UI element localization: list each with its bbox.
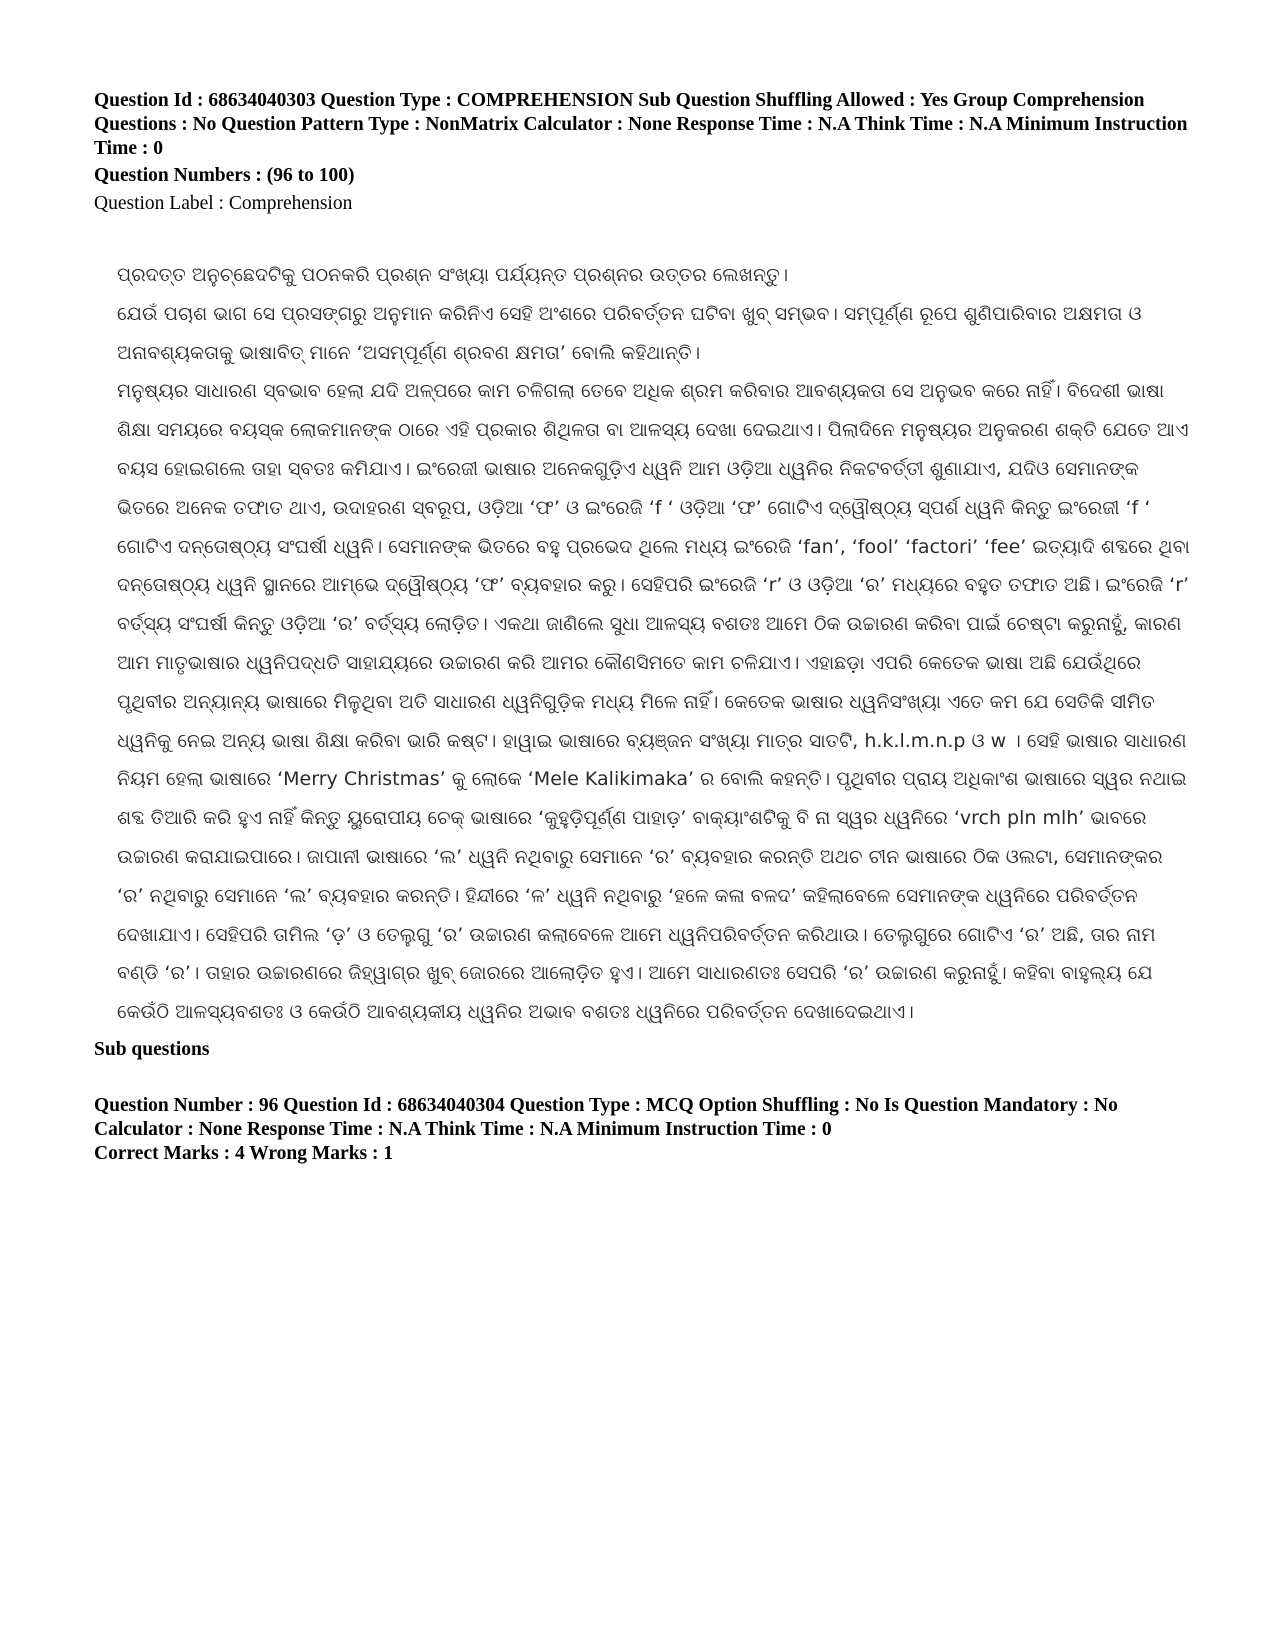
passage-paragraph: ଯେଉଁ ପଚାଶ ଭାଗ ସେ ପ୍ରସଙ୍ଗରୁ ଅନୁମାନ କରିନିଏ ସେହି ଅଂଶରେ ପରିବର୍ତ୍ତନ ଘଟିବା ଖୁବ୍ ସମ୍ଭବ। ସମ୍ପୂର୍ଣ୍ଣ ରୂପେ ଶୁଣିପାରିବାର ଅକ୍ଷମତା ଓ ଅନାବଶ୍ୟକତାକୁ ଭାଷାବିତ୍ ମାନେ ‘ଅସମ୍ପୂର୍ଣ୍ଣ ଶ୍ରବଣ କ୍ଷମତା’ ବୋଲି କହିଥାନ୍ତି। <box>117 302 1142 364</box>
question-meta: Question Id : 68634040303 Question Type : COMPREHENSION Sub Question Shuffling Allowed : Yes Group Comprehension Questions : No Question Pattern Type : NonMatrix Calculator : None Response Time : N.A Think Time : N.A Minimum Instruction Time : 0 <box>94 90 1188 159</box>
comprehension-passage <box>117 256 1192 1032</box>
sub-question-marks: Correct Marks : 4 Wrong Marks : 1 <box>94 1143 394 1164</box>
sub-question-meta: Question Number : 96 Question Id : 68634040304 Question Type : MCQ Option Shuffling : No Is Question Mandatory : No Calculator : None Response Time : N.A Think Time : N.A Minimum Instruction Time : 0 <box>94 1095 1118 1140</box>
passage-instruction: ପ୍ରଦତ୍ତ ଅନୁଚ୍ଛେଦଟିକୁ ପଠନକରି ପ୍ରଶ୍ନ ସଂଖ୍ୟା ପର୍ଯ୍ୟନ୍ତ ପ୍ରଶ୍ନର ଉତ୍ତର ଲେଖନ୍ତୁ। <box>117 264 789 286</box>
passage-paragraph: ମନୁଷ୍ୟର ସାଧାରଣ ସ୍ବଭାବ ହେଲା ଯଦି ଅଳ୍ପରେ କାମ ଚଳିଗଲା ତେବେ ଅଧିକ ଶ୍ରମ କରିବାର ଆବଶ୍ୟକତା ସେ ଅନୁଭବ କରେ ନାହିଁ। ବିଦେଶୀ ଭାଷା ଶିକ୍ଷା ସମୟରେ ବୟସ୍କ ଲୋକମାନଙ୍କ ଠାରେ ଏହି ପ୍ରକାର ଶିଥିଳତା ବା ଆଳସ୍ୟ ଦେଖା ଦେଇଥାଏ। ପିଲାଦିନେ ମନୁଷ୍ୟର ଅନୁକରଣ ଶକ୍ତି ଯେତେ ଆଏ ବୟସ ହୋଇଗଲେ ତାହା ସ୍ବତଃ କମିଯାଏ। ଇଂରେଜୀ ଭାଷାର ଅନେକଗୁଡ଼ିଏ ଧ୍ୱନି ଆମ ଓଡ଼ିଆ ଧ୍ୱନିର ନିକଟବର୍ତ୍ତୀ ଶୁଣାଯାଏ, ଯଦିଓ ସେମାନଙ୍କ ଭିତରେ ଅନେକ ତଫାତ ଥାଏ, ଉଦାହରଣ ସ୍ବରୂପ, ଓଡ଼ିଆ ‘ଫ’ ଓ ଇଂରେଜି ‘f ‘ ଓଡ଼ିଆ ‘ଫ’ ଗୋଟିଏ ଦ୍ୱୌଷ୍ଠ୍ୟ ସ୍ପର୍ଶ ଧ୍ୱନି କିନ୍ତୁ ଇଂରେଜୀ ‘f ‘ ଗୋଟିଏ ଦନ୍ତୋଷ୍ଠ୍ୟ ସଂଘର୍ଷୀ ଧ୍ୱନି। ସେମାନଙ୍କ ଭିତରେ ବହୁ ପ୍ରଭେଦ ଥିଲେ ମଧ୍ୟ ଇଂରେଜି ‘fan’, ‘fool’ ‘factori’ ‘fee’ ଇତ୍ୟାଦି ଶବ୍ଦରେ ଥିବା ଦନ୍ତୋଷ୍ଠ୍ୟ ଧ୍ୱନି ସ୍ଥାନରେ ଆମ୍ଭେ ଦ୍ୱୌଷ୍ଠ୍ୟ ‘ଫ’ ବ୍ୟବହାର କରୁ। ସେହିପରି ଇଂରେଜି ‘r’ ଓ ଓଡ଼ିଆ ‘ର’ ମଧ୍ୟରେ ବହୁତ ତଫାତ ଅଛି। ଇଂରେଜି ‘r’ ବର୍ତ୍ସ୍ୟ ସଂଘର୍ଷୀ କିନ୍ତୁ ଓଡ଼ିଆ ‘ର’ ବର୍ତ୍ସ୍ୟ ଲୋଡ଼ିତ। ଏକଥା ଜାଣିଲେ ସୁଧା ଆଳସ୍ୟ ବଶତଃ ଆମେ ଠିକ ଉଚ୍ଚାରଣ କରିବା ପାଇଁ ଚେଷ୍ଟା କରୁନାହୁଁ, କାରଣ ଆମ ମାତୃଭାଷାର ଧ୍ୱନିପଦ୍ଧତି ସାହାଯ୍ୟରେ ଉଚ୍ଚାରଣ କରି ଆମର କୌଣସିମତେ କାମ ଚଳିଯାଏ। ଏହାଛଡ଼ା ଏପରି କେତେକ ଭାଷା ଅଛି ଯେଉଁଥିରେ ପୃଥିବୀର ଅନ୍ୟାନ୍ୟ ଭାଷାରେ ମିଳୁଥିବା ଅତି ସାଧାରଣ ଧ୍ୱନିଗୁଡ଼ିକ ମଧ୍ୟ ମିଳେ ନାହିଁ। କେତେକ ଭାଷାର ଧ୍ୱନିସଂଖ୍ୟା ଏତେ କମ ଯେ ସେତିକି ସୀମିତ ଧ୍ୱନିକୁ ନେଇ ଅନ୍ୟ ଭାଷା ଶିକ୍ଷା କରିବା ଭାରି କଷ୍ଟ। ହାୱାଇ ଭାଷାରେ ବ୍ୟଞ୍ଜନ ସଂଖ୍ୟା ମାତ୍ର ସାତଟି, h.k.l.m.n.p ଓ w । ସେହି ଭାଷାର ସାଧାରଣ ନିୟମ ହେଲା ଭାଷାରେ ‘Merry Christmas’ କୁ ଲୋକେ ‘Mele Kalikimaka’ ର ବୋଲି କହନ୍ତି। ପୃଥିବୀର ପ୍ରାୟ ଅଧିକାଂଶ ଭାଷାରେ ସ୍ୱର ନଥାଇ ଶବ୍ଦ ତିଆରି କରି ହୁଏ ନାହିଁ କିନ୍ତୁ ୟୁରୋପୀୟ ଚେକ୍ ଭାଷାରେ ‘କୁହୁଡ଼ିପୂର୍ଣ୍ଣ ପାହାଡ଼’ ବାକ୍ୟାଂଶଟିକୁ ବି ନା ସ୍ୱର ଧ୍ୱନିରେ ‘vrch pln mlh’ ଭାବରେ ଉଚ୍ଚାରଣ କରାଯାଇପାରେ। ଜାପାନୀ ଭାଷାରେ ‘ଲ’ ଧ୍ୱନି ନଥିବାରୁ ସେମାନେ ‘ର’ ବ୍ୟବହାର କରନ୍ତି ଅଥଚ ଚୀନ ଭାଷାରେ ଠିକ ଓଲଟା, ସେମାନଙ୍କର ‘ର’ ନଥିବାରୁ ସେମାନେ ‘ଲ’ ବ୍ୟବହାର କରନ୍ତି। ହିନ୍ଦୀରେ ‘ଳ’ ଧ୍ୱନି ନଥିବାରୁ ‘ହଳେ କଳା ବଳଦ’ କହିଲାବେଳେ ସେମାନଙ୍କ ଧ୍ୱନିରେ ପରିବର୍ତ୍ତନ ଦେଖାଯାଏ। ସେହିପରି ତାମିଲ ‘ଡ଼’ ଓ ତେଲୁଗୁ ‘ର’ ଉଚ୍ଚାରଣ କଲାବେଳେ ଆମେ ଧ୍ୱନିପରିବର୍ତ୍ତନ କରିଥାଉ। ତେଲୁଗୁରେ ଗୋଟିଏ ‘ର’ ଅଛି, ତାର ନାମ ବଣ୍ଡି ‘ର’। ତାହାର ଉଚ୍ଚାରଣରେ ଜିହ୍ୱାଗ୍ର ଖୁବ୍ ଜୋରରେ ଆଲୋଡ଼ିତ ହୁଏ। ଆମେ ସାଧାରଣତଃ ସେପରି ‘ର’ ଉଚ୍ଚାରଣ କରୁନାହୁଁ। କହିବା ବାହୁଲ୍ୟ ଯେ କେଉଁଠି ଆଳସ୍ୟବଶତଃ ଓ କେଉଁଠି ଆବଶ୍ୟକୀୟ ଧ୍ୱନିର ଅଭାବ ବଶତଃ ଧ୍ୱନିରେ ପରିବର୍ତ୍ତନ ଦେଖାଦେଇଥାଏ। <box>117 380 1190 1024</box>
sub-questions-heading: Sub questions <box>94 1039 210 1060</box>
question-label: Question Label : Comprehension <box>94 193 353 214</box>
question-numbers: Question Numbers : (96 to 100) <box>94 165 355 186</box>
